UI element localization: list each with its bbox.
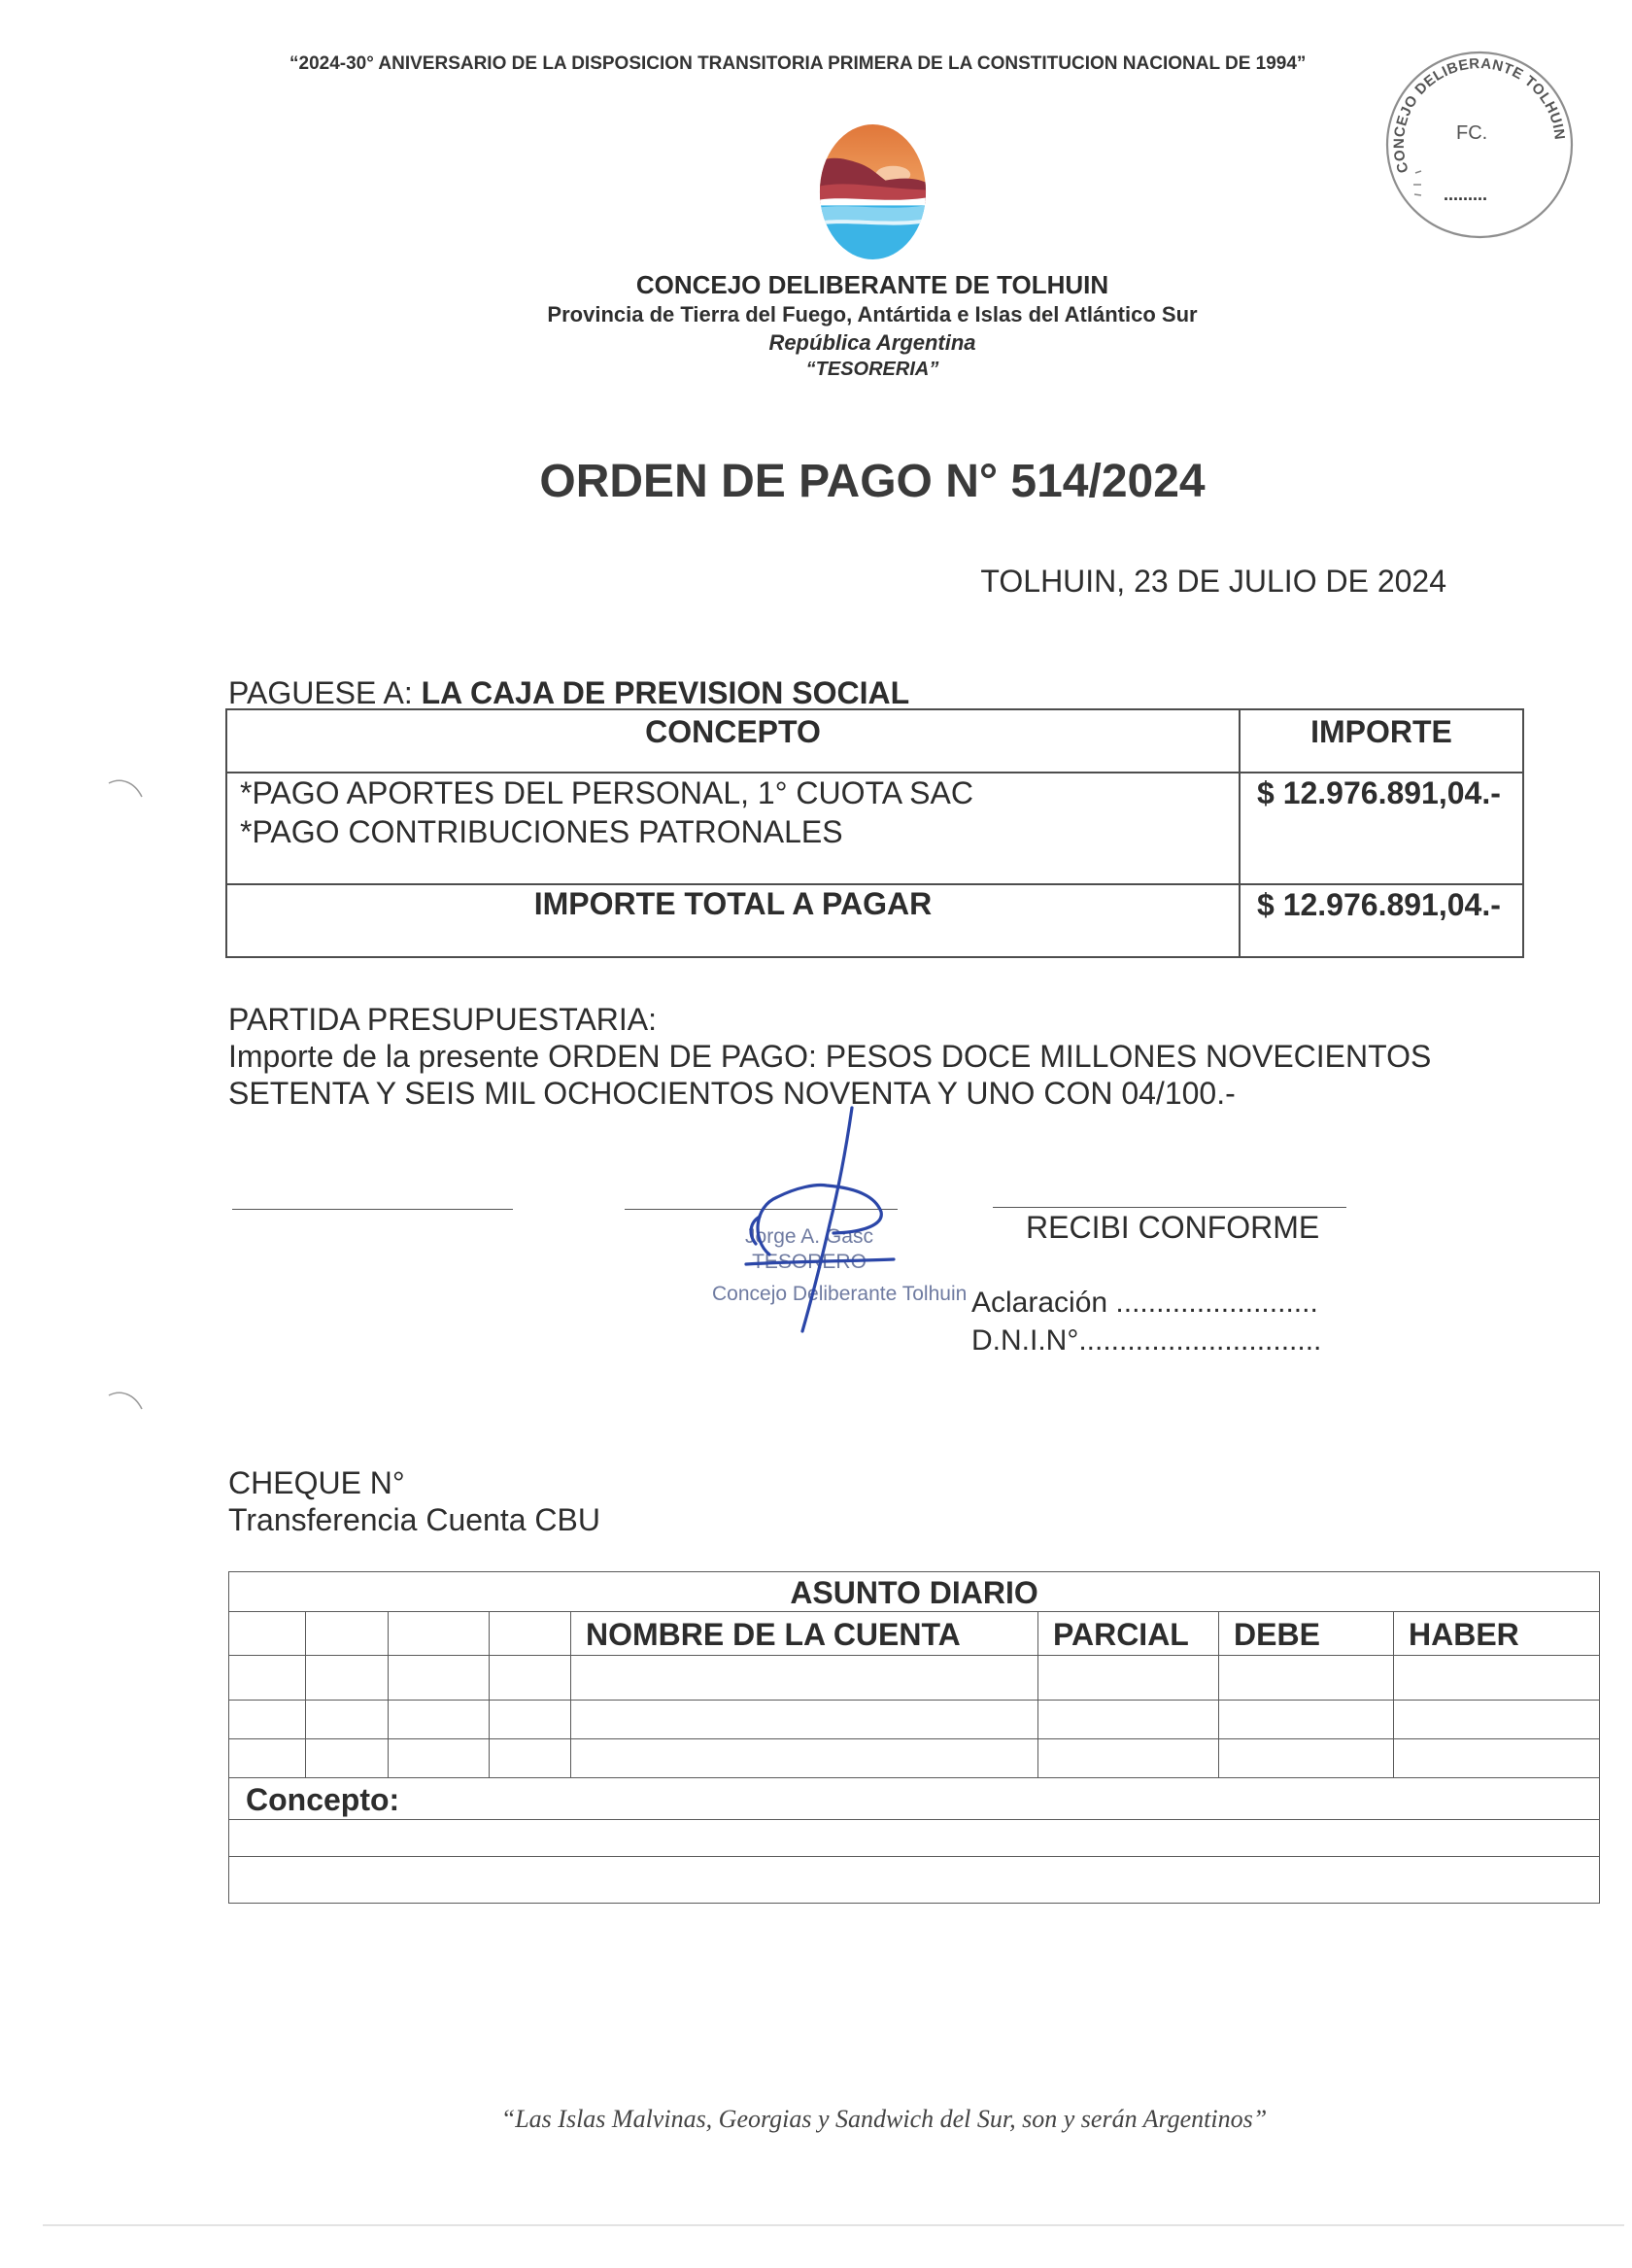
journal-cell (490, 1739, 571, 1778)
transfer-label: Transferencia Cuenta CBU (228, 1502, 600, 1537)
amount-in-words-line-1: Importe de la presente ORDEN DE PAGO: PESOS DOCE MILLONES NOVECIENTOS (228, 1039, 1432, 1074)
journal-cell (389, 1701, 490, 1739)
journal-cell (1038, 1656, 1219, 1701)
journal-cell (490, 1701, 571, 1739)
punch-mark-icon (107, 1390, 146, 1415)
budget-label: PARTIDA PRESUPUESTARIA: (228, 1002, 657, 1037)
journal-cell (490, 1656, 571, 1701)
journal-cell (571, 1701, 1038, 1739)
receipt-clarification: Aclaración ......................... (971, 1287, 1318, 1319)
journal-cell (229, 1820, 1600, 1857)
stamp-ring (1387, 52, 1572, 237)
commemorative-banner: “2024-30° ANIVERSARIO DE LA DISPOSICION TRANSITORIA PRIMERA DE LA CONSTITUCION NACIONAL DE 1994” (289, 53, 1307, 74)
institution-country: República Argentina (768, 330, 976, 355)
journal-cell (229, 1739, 306, 1778)
journal-cell (229, 1857, 1600, 1904)
payment-table-total-row (226, 884, 1523, 957)
footer-motto: “Las Islas Malvinas, Georgias y Sandwich del Sur, son y serán Argentinos” (500, 2105, 1268, 2133)
page-edge-rule (43, 2224, 1624, 2226)
journal-cell (389, 1739, 490, 1778)
account-name-header: NOMBRE DE LA CUENTA (571, 1612, 1038, 1656)
institution-department: “TESORERIA” (805, 359, 939, 380)
signature-line-1 (232, 1209, 513, 1210)
journal-cell (306, 1739, 389, 1778)
stamp-mark: FC. (1456, 122, 1488, 144)
institution-province: Provincia de Tierra del Fuego, Antártida e Islas del Atlántico Sur (547, 302, 1198, 326)
concept-item: *PAGO CONTRIBUCIONES PATRONALES (240, 814, 843, 849)
journal-cell (306, 1701, 389, 1739)
journal-row (229, 1701, 1600, 1739)
journal-cell (571, 1739, 1038, 1778)
cheque-number-label: CHEQUE N° (228, 1465, 405, 1500)
journal-cell (1219, 1739, 1394, 1778)
debit-header: DEBE (1219, 1612, 1394, 1656)
journal-cell (389, 1656, 490, 1701)
journal-cell (1038, 1739, 1219, 1778)
stamp-signer-name: Jorge A. Gasc (745, 1225, 873, 1248)
journal-cell (1394, 1701, 1600, 1739)
place-date: TOLHUIN, 23 DE JULIO DE 2024 (980, 564, 1446, 599)
receipt-stamp (1370, 39, 1603, 253)
journal-cell (571, 1656, 1038, 1701)
journal-cell (306, 1612, 389, 1656)
journal-cell (229, 1612, 306, 1656)
journal-cell (1038, 1701, 1219, 1739)
payment-table (225, 708, 1524, 958)
journal-concept-row (229, 1778, 1600, 1820)
stamp-ring-text: CONCEJO DELIBERANTE TOLHUIN (1390, 55, 1568, 175)
journal-cell (389, 1612, 490, 1656)
signature-line-3 (993, 1207, 1346, 1208)
payee-label: PAGUESE A: (228, 675, 413, 710)
stamp-signer-organization: Concejo Deliberante Tolhuin (712, 1283, 968, 1305)
journal-entry-table (228, 1571, 1600, 1904)
concept-header: CONCEPTO (226, 709, 1240, 773)
journal-concept-line (229, 1857, 1600, 1904)
journal-concept-line (229, 1820, 1600, 1857)
concept-item: *PAGO APORTES DEL PERSONAL, 1° CUOTA SAC (240, 775, 973, 810)
payee-name: LA CAJA DE PREVISION SOCIAL (421, 675, 910, 710)
handwritten-signature (719, 1098, 942, 1351)
amount-in-words-line-2: SETENTA Y SEIS MIL OCHOCIENTOS NOVENTA Y UNO CON 04/100.- (228, 1076, 1236, 1111)
punch-mark-icon (107, 777, 146, 803)
journal-concept-label: Concepto: (229, 1778, 1600, 1820)
journal-cell (1219, 1656, 1394, 1701)
journal-cell (229, 1656, 306, 1701)
payee-line (228, 675, 909, 710)
concept-cell (226, 773, 1240, 884)
total-amount: $ 12.976.891,04.- (1240, 884, 1523, 957)
journal-cell (1394, 1656, 1600, 1701)
journal-cell (1394, 1739, 1600, 1778)
stamp-signer-role: TESORERO (752, 1251, 867, 1273)
document-title: ORDEN DE PAGO N° 514/2024 (539, 456, 1206, 507)
journal-cell (229, 1701, 306, 1739)
svg-text:CONCEJO DELIBERANTE TOLHUIN (1391, 55, 1568, 175)
journal-cell (490, 1612, 571, 1656)
item-amount: $ 12.976.891,04.- (1240, 773, 1523, 884)
payment-table-header (226, 709, 1523, 773)
concejo-logo-icon (819, 124, 927, 259)
partial-header: PARCIAL (1038, 1612, 1219, 1656)
receipt-title: RECIBI CONFORME (1026, 1210, 1320, 1245)
stamp-dots: ......... (1444, 185, 1488, 204)
journal-row (229, 1656, 1600, 1701)
journal-header-row (229, 1612, 1600, 1656)
institution-name: CONCEJO DELIBERANTE DE TOLHUIN (635, 270, 1109, 299)
journal-row (229, 1739, 1600, 1778)
payment-table-row (226, 773, 1523, 884)
journal-title: ASUNTO DIARIO (229, 1572, 1600, 1612)
journal-title-row (229, 1572, 1600, 1612)
journal-cell (1219, 1701, 1394, 1739)
amount-header: IMPORTE (1240, 709, 1523, 773)
journal-cell (306, 1656, 389, 1701)
credit-header: HABER (1394, 1612, 1600, 1656)
total-label: IMPORTE TOTAL A PAGAR (226, 884, 1240, 957)
receipt-id-number: D.N.I.N°.............................. (971, 1324, 1322, 1357)
